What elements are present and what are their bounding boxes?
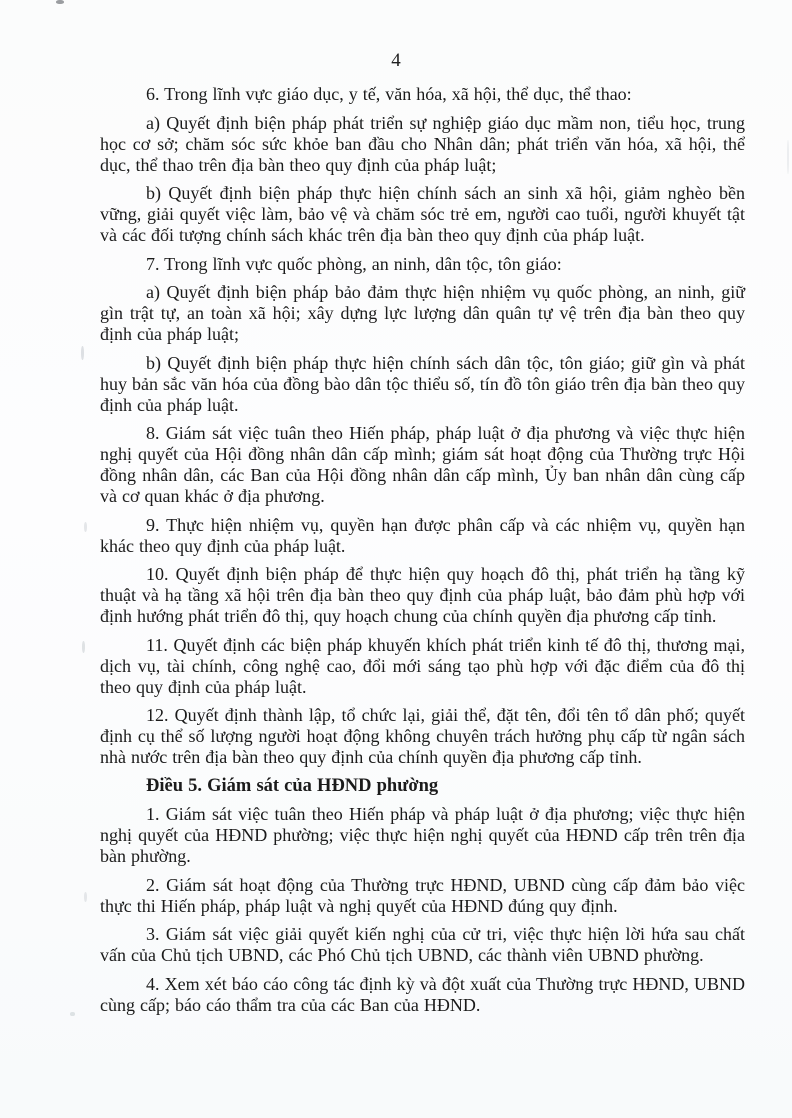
body-paragraph: 3. Giám sát việc giải quyết kiến nghị của cử tri, việc thực hiện lời hứa sau chất vấn của Chủ tịch UBND, các Phó Chủ tịch UBND, các thành viên UBND phường.	[100, 924, 745, 965]
body-paragraph: 8. Giám sát việc tuân theo Hiến pháp, pháp luật ở địa phương và việc thực hiện nghị quyết của Hội đồng nhân dân cấp mình; giám sát hoạt động của Thường trực Hội đồng nhân dân, các Ban của Hội đồng nhân dân cấp mình, Ủy ban nhân dân cùng cấp và cơ quan khác ở địa phương.	[100, 423, 745, 506]
scan-artifact	[787, 140, 789, 174]
body-paragraph: 1. Giám sát việc tuân theo Hiến pháp và pháp luật ở địa phương; việc thực hiện nghị quyết của HĐND phường; việc thực hiện nghị quyết của HĐND cấp trên trên địa bàn phường.	[100, 804, 745, 866]
body-paragraph: 7. Trong lĩnh vực quốc phòng, an ninh, dân tộc, tôn giáo:	[146, 253, 562, 274]
scan-artifact	[56, 0, 64, 4]
body-paragraph: 11. Quyết định các biện pháp khuyến khích phát triển kinh tế đô thị, thương mại, dịch vụ, tài chính, công nghệ cao, đổi mới sáng tạo phù hợp với đặc điểm của đô thị theo quy định của pháp luật.	[100, 634, 745, 697]
article-heading: Điều 5. Giám sát của HĐND phường	[146, 775, 439, 796]
scan-artifact	[84, 522, 87, 532]
body-paragraph: a) Quyết định biện pháp bảo đảm thực hiện nhiệm vụ quốc phòng, an ninh, giữ gìn trật tự, an toàn xã hội; xây dựng lực lượng dân quân tự vệ trên địa bàn theo quy định của pháp luật;	[100, 282, 745, 344]
body-paragraph: 9. Thực hiện nhiệm vụ, quyền hạn được phân cấp và các nhiệm vụ, quyền hạn khác theo quy định của pháp luật.	[100, 514, 745, 556]
page-number: 4	[391, 50, 401, 71]
scan-artifact	[84, 892, 87, 902]
document-body	[100, 84, 745, 1023]
body-paragraph: b) Quyết định biện pháp thực hiện chính sách dân tộc, tôn giáo; giữ gìn và phát huy bản sắc văn hóa của đồng bào dân tộc thiểu số, tín đồ tôn giáo trên địa bàn theo quy định của pháp luật.	[100, 352, 745, 415]
body-paragraph: 12. Quyết định thành lập, tổ chức lại, giải thể, đặt tên, đổi tên tổ dân phố; quyết định cụ thể số lượng người hoạt động không chuyên trách hưởng phụ cấp từ ngân sách nhà nước trên địa bàn theo quy định của chính quyền địa phương cấp tỉnh.	[100, 705, 745, 767]
body-paragraph: b) Quyết định biện pháp thực hiện chính sách an sinh xã hội, giảm nghèo bền vững, giải quyết việc làm, bảo vệ và chăm sóc trẻ em, người cao tuổi, người khuyết tật và các đối tượng chính sách khác trên địa bàn theo quy định của pháp luật.	[100, 183, 745, 245]
body-paragraph: 10. Quyết định biện pháp để thực hiện quy hoạch đô thị, phát triển hạ tầng kỹ thuật và hạ tầng xã hội trên địa bàn theo quy định của pháp luật, bảo đảm phù hợp với định hướng phát triển đô thị, quy hoạch chung của chính quyền địa phương cấp tỉnh.	[100, 564, 745, 626]
scan-artifact	[70, 1012, 75, 1016]
body-paragraph: 4. Xem xét báo cáo công tác định kỳ và đột xuất của Thường trực HĐND, UBND cùng cấp; báo cáo thẩm tra của các Ban của HĐND.	[100, 973, 745, 1015]
body-paragraph: a) Quyết định biện pháp phát triển sự nghiệp giáo dục mầm non, tiểu học, trung học cơ sở; chăm sóc sức khỏe ban đầu cho Nhân dân; phát triển văn hóa, xã hội, thể dục, thể thao trên địa bàn theo quy định của pháp luật;	[100, 112, 745, 175]
scan-artifact	[81, 346, 84, 360]
scan-artifact	[82, 641, 85, 653]
body-paragraph: 2. Giám sát hoạt động của Thường trực HĐND, UBND cùng cấp đảm bảo việc thực thi Hiến pháp, pháp luật và nghị quyết của HĐND đúng quy định.	[100, 874, 745, 916]
body-paragraph: 6. Trong lĩnh vực giáo dục, y tế, văn hóa, xã hội, thể dục, thể thao:	[146, 84, 632, 104]
